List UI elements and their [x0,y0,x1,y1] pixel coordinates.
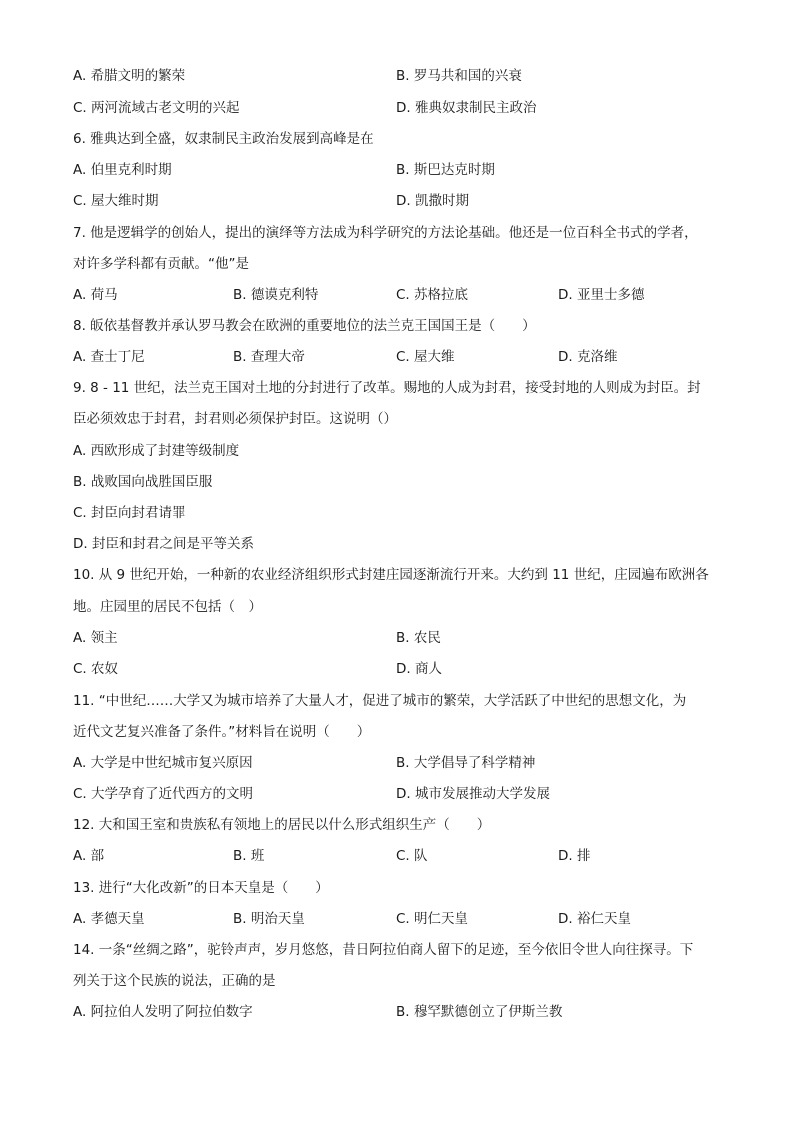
q5-option-a: A. 希腊文明的繁荣 [73,68,186,84]
q7-option-c: C. 苏格拉底 [396,287,469,303]
q8-option-b: B. 查理大帝 [233,349,305,365]
q7-option-d: D. 亚里士多德 [558,287,645,303]
q13-option-c: C. 明仁天皇 [396,911,469,927]
q9-stem-line2: 臣必须效忠于封君，封君则必须保护封臣。这说明（） [73,411,397,427]
q5-option-c: C. 两河流域古老文明的兴起 [73,100,240,116]
q9-option-a: A. 西欧形成了封建等级制度 [73,443,240,459]
q14-option-b: B. 穆罕默德创立了伊斯兰教 [396,1004,563,1020]
q10-option-d: D. 商人 [396,661,442,677]
q6-option-d: D. 凯撒时期 [396,193,469,209]
q11-option-d: D. 城市发展推动大学发展 [396,786,550,802]
q10-option-a: A. 领主 [73,630,118,646]
q13-option-d: D. 裕仁天皇 [558,911,631,927]
q12-option-d: D. 排 [558,848,591,864]
q5-option-d: D. 雅典奴隶制民主政治 [396,100,537,116]
q6-option-c: C. 屋大维时期 [73,193,159,209]
q12-option-a: A. 部 [73,848,105,864]
q12-stem: 12. 大和国王室和贵族私有领地上的居民以什么形式组织生产（ ） [73,817,491,833]
q13-option-b: B. 明治天皇 [233,911,305,927]
q12-option-b: B. 班 [233,848,265,864]
q7-option-a: A. 荷马 [73,287,118,303]
q11-stem-line1: 11. “中世纪……大学又为城市培养了大量人才，促进了城市的繁荣，大学活跃了中世纪的思想文化，为 [73,693,687,709]
q6-stem: 6. 雅典达到全盛，奴隶制民主政治发展到高峰是在 [73,131,374,147]
q11-option-b: B. 大学倡导了科学精神 [396,755,536,771]
q6-option-b: B. 斯巴达克时期 [396,162,495,178]
q10-stem-line1: 10. 从 9 世纪开始，一种新的农业经济组织形式封建庄园逐渐流行开来。大约到 11 世纪，庄园遍布欧洲各 [73,567,709,583]
q14-stem-line1: 14. 一条“丝绸之路”，驼铃声声，岁月悠悠，昔日阿拉伯商人留下的足迹，至今依旧令世人向往探寻。下 [73,942,694,958]
q14-option-a: A. 阿拉伯人发明了阿拉伯数字 [73,1004,253,1020]
q5-option-b: B. 罗马共和国的兴衰 [396,68,522,84]
q10-stem-line2: 地。庄园里的居民不包括（ ） [73,599,262,615]
q12-option-c: C. 队 [396,848,428,864]
q8-option-d: D. 克洛维 [558,349,618,365]
q8-option-a: A. 查士丁尼 [73,349,145,365]
q9-option-c: C. 封臣向封君请罪 [73,505,186,521]
q7-stem-line2: 对许多学科都有贡献。“他”是 [73,256,249,272]
q7-stem-line1: 7. 他是逻辑学的创始人，提出的演绎等方法成为科学研究的方法论基础。他还是一位百科全书式的学者， [73,225,698,241]
q11-option-a: A. 大学是中世纪城市复兴原因 [73,755,253,771]
q8-stem: 8. 皈依基督教并承认罗马教会在欧洲的重要地位的法兰克王国国王是（ ） [73,318,536,334]
q9-option-b: B. 战败国向战胜国臣服 [73,474,213,490]
q11-option-c: C. 大学孕育了近代西方的文明 [73,786,254,802]
q11-stem-line2: 近代文艺复兴准备了条件。”材料旨在说明（ ） [73,724,371,740]
q10-option-b: B. 农民 [396,630,441,646]
q6-option-a: A. 伯里克利时期 [73,162,172,178]
q9-option-d: D. 封臣和封君之间是平等关系 [73,536,254,552]
q10-option-c: C. 农奴 [73,661,119,677]
q14-stem-line2: 列关于这个民族的说法，正确的是 [73,973,276,989]
q13-stem: 13. 进行“大化改新”的日本天皇是（ ） [73,880,329,896]
q9-stem-line1: 9. 8 - 11 世纪，法兰克王国对土地的分封进行了改革。赐地的人成为封君，接受封地的人则成为封臣。封 [73,380,701,396]
q7-option-b: B. 德谟克利特 [233,287,319,303]
q8-option-c: C. 屋大维 [396,349,455,365]
q13-option-a: A. 孝德天皇 [73,911,145,927]
